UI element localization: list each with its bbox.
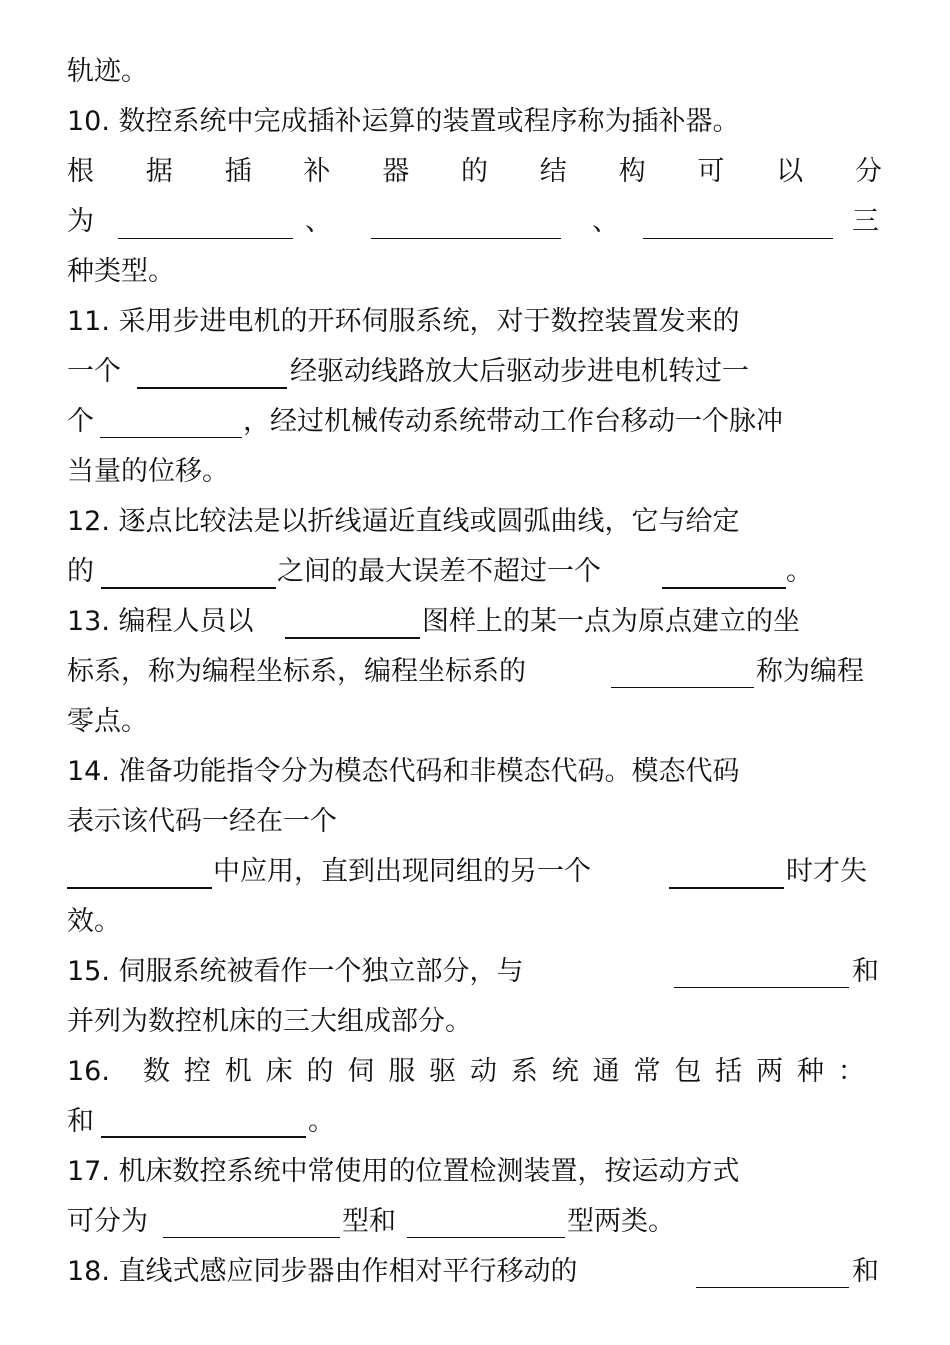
char: 服 xyxy=(388,1056,416,1087)
text-fragment: ，经过机械传动系统带动工作台移动一个脉冲 xyxy=(243,406,783,437)
text-line: 并列为数控机床的三大组成部分。 xyxy=(67,1006,472,1037)
answer-blank[interactable] xyxy=(662,587,786,589)
char: 驱 xyxy=(429,1056,457,1087)
text-fragment: 和 xyxy=(852,1256,879,1287)
text-line: 零点。 xyxy=(67,706,148,737)
text-fragment: 之间的最大误差不超过一个 xyxy=(277,556,601,587)
question-12-line: 12. 逐点比较法是以折线逼近直线或圆弧曲线，它与给定 xyxy=(67,506,740,537)
char: 数 xyxy=(143,1056,170,1087)
char: 机 xyxy=(224,1056,252,1087)
char: 的 xyxy=(306,1056,334,1087)
char: 常 xyxy=(633,1056,661,1087)
answer-blank[interactable] xyxy=(285,637,420,639)
question-13-line: 13. 编程人员以 xyxy=(67,606,254,637)
char: 的 xyxy=(460,156,488,187)
text-fragment: 型和 xyxy=(342,1206,396,1237)
answer-blank[interactable] xyxy=(163,1237,340,1238)
text-line: 轨迹。 xyxy=(67,56,148,87)
char: 构 xyxy=(618,156,646,187)
text-fragment: 三 xyxy=(852,206,879,237)
question-17-line: 17. 机床数控系统中常使用的位置检测装置，按运动方式 xyxy=(67,1156,740,1187)
char: 可 xyxy=(697,156,725,187)
char: 据 xyxy=(145,156,173,187)
question-14-line: 14. 准备功能指令分为模态代码和非模态代码。模态代码 xyxy=(67,756,740,787)
text-fragment: 型两类。 xyxy=(567,1206,675,1237)
char: 控 xyxy=(183,1056,211,1087)
text-fragment: 图样上的某一点为原点建立的坐 xyxy=(422,606,800,637)
justified-line xyxy=(67,152,882,192)
answer-blank[interactable] xyxy=(643,238,833,239)
text-fragment: 可分为 xyxy=(67,1206,148,1237)
text-line: 效。 xyxy=(67,906,121,937)
question-18-line: 18. 直线式感应同步器由作相对平行移动的 xyxy=(67,1256,578,1287)
question-11-line: 11. 采用步进电机的开环伺服系统，对于数控装置发来的 xyxy=(67,306,740,337)
char: 分 xyxy=(854,156,882,187)
text-line: 表示该代码一经在一个 xyxy=(67,806,337,837)
answer-blank[interactable] xyxy=(118,238,293,239)
answer-blank[interactable] xyxy=(371,238,561,239)
text-fragment: 个 xyxy=(67,406,94,437)
answer-blank[interactable] xyxy=(674,987,849,988)
answer-blank[interactable] xyxy=(696,1287,849,1288)
answer-blank[interactable] xyxy=(407,1237,565,1238)
answer-blank[interactable] xyxy=(101,1136,306,1138)
text-fragment: 的 xyxy=(67,556,94,587)
text-fragment: 和 xyxy=(852,956,879,987)
char: 系 xyxy=(510,1056,538,1087)
answer-blank[interactable] xyxy=(100,437,242,438)
text-fragment: 经驱动线路放大后驱动步进电机转过一 xyxy=(290,356,749,387)
char: 补 xyxy=(303,156,331,187)
char: 括 xyxy=(715,1056,743,1087)
text-fragment: 时才失 xyxy=(786,856,867,887)
char: 结 xyxy=(539,156,567,187)
char: 床 xyxy=(265,1056,293,1087)
char: 统 xyxy=(551,1056,579,1087)
text-fragment: 标系，称为编程坐标系，编程坐标系的 xyxy=(67,656,526,687)
answer-blank[interactable] xyxy=(101,587,276,589)
text-fragment: 中应用，直到出现同组的另一个 xyxy=(213,856,591,887)
text-fragment: 称为编程 xyxy=(756,656,864,687)
answer-blank[interactable] xyxy=(137,387,287,389)
justified-line xyxy=(143,1052,865,1092)
text-fragment: 为 xyxy=(67,206,94,237)
answer-blank[interactable] xyxy=(669,887,784,889)
text-fragment: 、 xyxy=(592,206,619,237)
char: 动 xyxy=(470,1056,497,1087)
question-15-line: 15. 伺服系统被看作一个独立部分，与 xyxy=(67,956,524,987)
char: 包 xyxy=(674,1056,702,1087)
text-fragment: 。 xyxy=(308,1106,335,1137)
question-10-line: 10. 数控系统中完成插补运算的装置或程序称为插补器。 xyxy=(67,106,740,137)
char: 两 xyxy=(756,1056,784,1087)
char: 种 xyxy=(797,1056,824,1087)
question-16-number: 16. xyxy=(67,1056,110,1087)
text-fragment: 。 xyxy=(786,556,813,587)
text-fragment: 、 xyxy=(305,206,332,237)
text-line: 当量的位移。 xyxy=(67,456,229,487)
answer-blank[interactable] xyxy=(67,887,212,889)
text-line: 种类型。 xyxy=(67,256,175,287)
char: ： xyxy=(837,1056,865,1087)
char: 插 xyxy=(224,156,252,187)
char: 以 xyxy=(776,156,804,187)
answer-blank[interactable] xyxy=(611,687,754,688)
char: 通 xyxy=(592,1056,620,1087)
char: 器 xyxy=(382,156,410,187)
text-fragment: 和 xyxy=(67,1106,94,1137)
text-fragment: 一个 xyxy=(67,356,121,387)
char: 伺 xyxy=(347,1056,375,1087)
char: 根 xyxy=(67,156,94,187)
